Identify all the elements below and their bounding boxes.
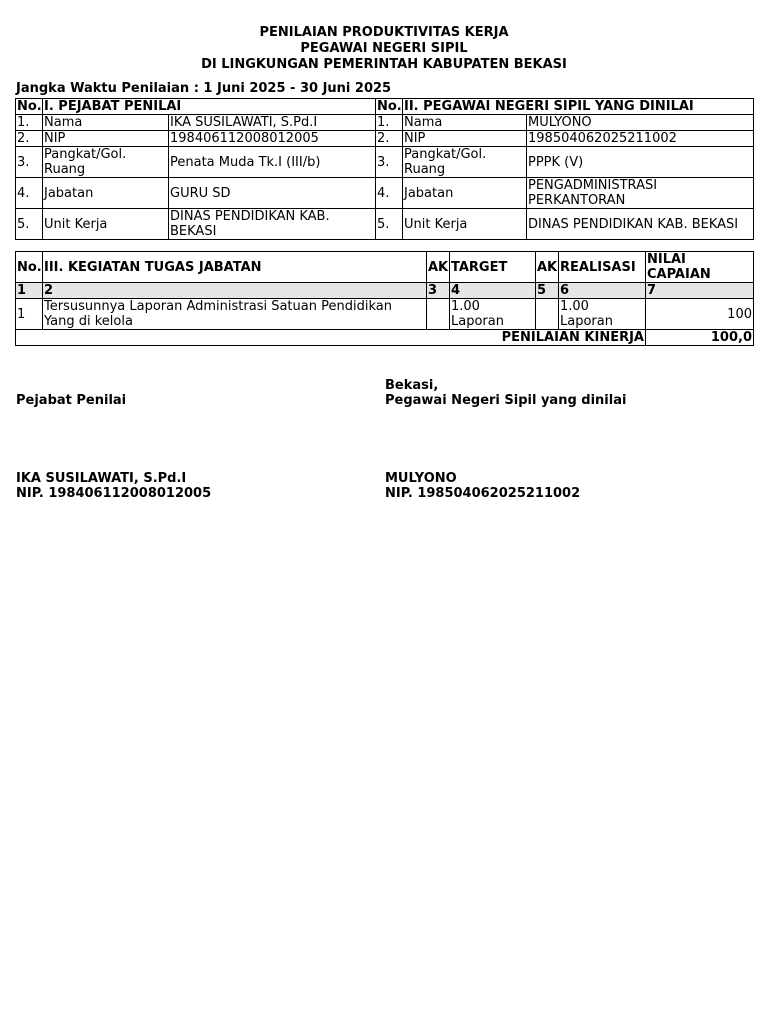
table-row (16, 209, 754, 240)
document-subtitle-2: DI LINGKUNGAN PEMERINTAH KABUPATEN BEKASI (201, 57, 567, 72)
row-number: 2. (16, 131, 43, 147)
activity-description: Tersusunnya Laporan Administrasi Satuan Pendidikan Yang di kelola (43, 299, 427, 330)
row-number: 1. (16, 115, 43, 131)
assessor-rank: Penata Muda Tk.I (III/b) (169, 147, 376, 178)
col-no-header: No. (17, 99, 42, 114)
ak-value (536, 299, 559, 330)
column-number: 3 (427, 283, 450, 299)
realisasi-header: REALISASI (559, 252, 646, 283)
row-number: 3. (16, 147, 43, 178)
column-number: 2 (43, 283, 427, 299)
field-label: Unit Kerja (403, 209, 527, 240)
field-label: Unit Kerja (43, 209, 169, 240)
total-value: 100,0 (646, 330, 754, 346)
employee-name: MULYONO (527, 115, 754, 131)
assessor-signature-nip: NIP. 198406112008012005 (16, 486, 212, 501)
activity-header-row (16, 252, 754, 283)
nilai-value: 100 (646, 299, 754, 330)
column-number: 6 (559, 283, 646, 299)
employee-signature-name: MULYONO (385, 471, 457, 486)
col-no-header: No. (377, 99, 402, 114)
assessor-nip: 198406112008012005 (169, 131, 376, 147)
table-row (16, 147, 754, 178)
field-label: Nama (403, 115, 527, 131)
column-number: 4 (450, 283, 536, 299)
employee-nip: 198504062025211002 (527, 131, 754, 147)
field-label: NIP (43, 131, 169, 147)
employee-rank: PPPK (V) (527, 147, 754, 178)
signing-place: Bekasi, (385, 378, 439, 393)
row-number: 5. (16, 209, 43, 240)
assessor-heading: I. PEJABAT PENILAI (43, 99, 376, 115)
field-label: Pangkat/Gol. Ruang (403, 147, 527, 178)
target-value: 1.00 Laporan (450, 299, 536, 330)
ak-header: AK (427, 252, 450, 283)
assessor-unit: DINAS PENDIDIKAN KAB. BEKASI (169, 209, 376, 240)
assessor-signature-name: IKA SUSILAWATI, S.Pd.I (16, 471, 187, 486)
row-number: 3. (376, 147, 403, 178)
column-number: 5 (536, 283, 559, 299)
identity-table (15, 98, 754, 240)
total-label: PENILAIAN KINERJA (16, 330, 646, 346)
field-label: Nama (43, 115, 169, 131)
document-subtitle: PEGAWAI NEGERI SIPIL (300, 41, 468, 56)
document-title: PENILAIAN PRODUKTIVITAS KERJA (259, 25, 509, 40)
nilai-header: NILAI CAPAIAN (646, 252, 754, 283)
ak-header: AK (536, 252, 559, 283)
row-number: 4. (376, 178, 403, 209)
table-row (16, 115, 754, 131)
assessor-name: IKA SUSILAWATI, S.Pd.I (169, 115, 376, 131)
field-label: Jabatan (43, 178, 169, 209)
column-numbering-row (16, 283, 754, 299)
column-number: 1 (16, 283, 43, 299)
field-label: Jabatan (403, 178, 527, 209)
table-row (16, 178, 754, 209)
activity-table (15, 251, 754, 346)
row-number: 4. (16, 178, 43, 209)
target-header: TARGET (450, 252, 536, 283)
ak-value (427, 299, 450, 330)
total-row (16, 330, 754, 346)
employee-signature-nip: NIP. 198504062025211002 (385, 486, 581, 501)
employee-role: Pegawai Negeri Sipil yang dinilai (385, 393, 627, 408)
table-row (16, 131, 754, 147)
col-no-header: No. (16, 252, 43, 283)
activity-header: III. KEGIATAN TUGAS JABATAN (43, 252, 427, 283)
employee-heading: II. PEGAWAI NEGERI SIPIL YANG DINILAI (403, 99, 754, 115)
table-row (16, 299, 754, 330)
row-number: 2. (376, 131, 403, 147)
assessment-period: Jangka Waktu Penilaian : 1 Juni 2025 - 30 Juni 2025 (16, 81, 392, 96)
field-label: Pangkat/Gol. Ruang (43, 147, 169, 178)
row-number: 1 (16, 299, 43, 330)
row-number: 1. (376, 115, 403, 131)
employee-position: PENGADMINISTRASI PERKANTORAN (527, 178, 754, 209)
field-label: NIP (403, 131, 527, 147)
assessor-position: GURU SD (169, 178, 376, 209)
realisasi-value: 1.00 Laporan (559, 299, 646, 330)
row-number: 5. (376, 209, 403, 240)
assessor-role: Pejabat Penilai (16, 393, 127, 408)
column-number: 7 (646, 283, 754, 299)
employee-unit: DINAS PENDIDIKAN KAB. BEKASI (527, 209, 754, 240)
